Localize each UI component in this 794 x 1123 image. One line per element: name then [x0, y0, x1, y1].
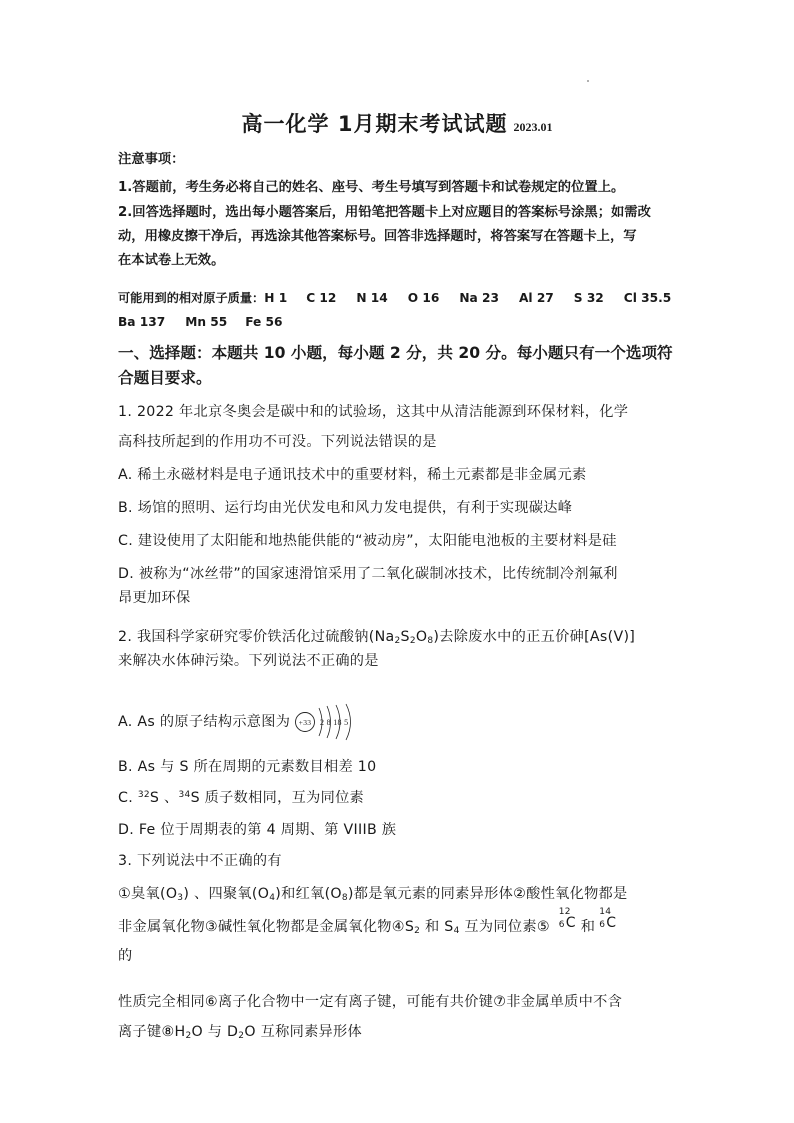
q2-c-mid: S 、 — [149, 790, 179, 806]
atomic-number: 6 — [599, 920, 606, 930]
section-heading-line-2: 合题目要求。 — [118, 369, 212, 387]
q3-line-5 — [118, 1021, 678, 1041]
atom-structure-diagram — [294, 703, 366, 741]
t: 互为同位素⑤ — [459, 919, 555, 935]
mass-c: C 12 — [306, 291, 337, 305]
t: 离子键⑧H — [118, 1024, 186, 1040]
sub: 2 — [238, 1031, 245, 1041]
sub: 8 — [341, 893, 348, 903]
atomic-mass-label: 可能用到的相对原子质量： — [118, 291, 265, 305]
shell-electrons: 2 8 18 5 — [320, 718, 349, 727]
q1-option-b: B. 场馆的照明、运行均由光伏发电和风力发电提供，有利于实现碳达峰 — [118, 500, 573, 516]
q3-line-4: 性质完全相同⑥离子化合物中一定有离子键，可能有共价键⑦非金属单质中不含 — [118, 994, 623, 1010]
t: 和 S — [420, 919, 454, 935]
q2-c-post: S 质子数相同，互为同位素 — [190, 790, 365, 806]
sup: 34 — [178, 790, 191, 800]
isotope-c12 — [555, 907, 581, 933]
atomic-mass-line-2 — [118, 315, 678, 329]
q2-stem-mid: S — [400, 629, 410, 645]
notice-line-1: 1.答题前，考生务必将自己的姓名、座号、考生号填写到答题卡和试卷规定的位置上。 — [118, 180, 625, 195]
mass-h: H 1 — [264, 291, 288, 305]
sub: 2 — [394, 636, 401, 646]
q2-option-d: D. Fe 位于周期表的第 4 周期、第 VIIIB 族 — [118, 822, 397, 838]
t: O 与 D — [191, 1024, 239, 1040]
q2-option-c — [118, 787, 678, 807]
title-date: 2023.01 — [513, 120, 553, 134]
sup: 32 — [137, 790, 150, 800]
sub: 2 — [409, 636, 416, 646]
q2-c-pre: C. — [118, 790, 138, 806]
q2-stem-line-1 — [118, 626, 678, 646]
q3-line-1 — [118, 883, 678, 903]
mass-mn: Mn 55 — [185, 315, 228, 329]
mass-cl: Cl 35.5 — [623, 291, 672, 305]
q1-stem-line-1: 1. 2022 年北京冬奥会是碳中和的试验场，这其中从清洁能源到环保材料，化学 — [118, 404, 629, 420]
mass-fe: Fe 56 — [245, 315, 283, 329]
notice-line-2: 2.回答选择题时，选出每小题答案后，用铅笔把答题卡上对应题目的答案标号涂黑；如需改 — [118, 205, 651, 220]
q1-option-d-line-1: D. 被称为“冰丝带”的国家速滑馆采用了二氧化碳制冰技术，比传统制冷剂氟利 — [118, 566, 618, 582]
q3-stem: 3. 下列说法中不正确的有 — [118, 853, 282, 869]
q3-line-3: 的 — [118, 948, 133, 964]
q2-stem-mid2: O — [415, 629, 428, 645]
q2-option-a-text: A. As 的原子结构示意图为 — [118, 714, 291, 730]
element-symbol: C — [606, 915, 617, 931]
isotope-c14 — [595, 907, 621, 933]
mass-ba: Ba 137 — [118, 315, 166, 329]
q2-option-a — [118, 703, 678, 741]
sub: 4 — [269, 893, 276, 903]
q2-stem-line-2: 来解决水体砷污染。下列说法不正确的是 — [118, 653, 379, 669]
t: 和 — [580, 919, 596, 935]
q2-stem-pre: 2. 我国科学家研究零价铁活化过硫酸钠(Na — [118, 629, 395, 645]
sub: 8 — [427, 636, 434, 646]
nucleus-charge: +33 — [298, 718, 312, 727]
t: )和红氧(O — [275, 886, 342, 902]
t: 非金属氧化物③碱性氧化物都是金属氧化物④S — [118, 919, 415, 935]
t: ①臭氧(O — [118, 886, 178, 902]
mass-al: Al 27 — [518, 291, 554, 305]
q3-line-2 — [118, 907, 678, 936]
sub: 2 — [185, 1031, 192, 1041]
mass-na: Na 23 — [459, 291, 499, 305]
t: O 互称同素异形体 — [244, 1024, 363, 1040]
title-main: 高一化学 1月期末考试试题 — [241, 112, 508, 136]
mass-s: S 32 — [573, 291, 604, 305]
element-symbol: C — [565, 915, 576, 931]
section-heading-line-1: 一、选择题：本题共 10 小题，每小题 2 分，共 20 分。每小题只有一个选项符 — [118, 344, 673, 362]
stray-dot — [587, 80, 589, 82]
q1-stem-line-2: 高科技所起到的作用功不可没。下列说法错误的是 — [118, 434, 437, 450]
q2-option-b: B. As 与 S 所在周期的元素数目相差 10 — [118, 759, 377, 775]
sub: 3 — [177, 893, 184, 903]
sub: 4 — [453, 926, 460, 936]
atomic-number: 6 — [558, 920, 565, 930]
notice-line-3: 动，用橡皮擦干净后，再选涂其他答案标号。回答非选择题时，将答案写在答题卡上，写 — [118, 229, 637, 244]
mass-n: N 14 — [356, 291, 388, 305]
q2-stem-post: )去除废水中的正五价砷[As(V)] — [433, 629, 636, 645]
t: )都是氧元素的同素异形体②酸性氧化物都是 — [347, 886, 628, 902]
q1-option-d-line-2: 昂更加环保 — [118, 590, 191, 606]
q1-option-a: A. 稀土永磁材料是电子通讯技术中的重要材料，稀土元素都是非金属元素 — [118, 467, 587, 483]
t: ) 、四聚氧(O — [183, 886, 270, 902]
sub: 2 — [414, 926, 421, 936]
notice-heading: 注意事项： — [118, 152, 185, 167]
mass-o: O 16 — [407, 291, 440, 305]
mass-number: 12 — [558, 907, 571, 917]
notice-line-4: 在本试卷上无效。 — [118, 253, 225, 268]
q1-option-c: C. 建设使用了太阳能和地热能供能的“被动房”，太阳能电池板的主要材料是硅 — [118, 533, 617, 549]
exam-title — [0, 108, 794, 138]
mass-number: 14 — [599, 907, 612, 917]
atomic-mass-line-1 — [118, 289, 678, 306]
